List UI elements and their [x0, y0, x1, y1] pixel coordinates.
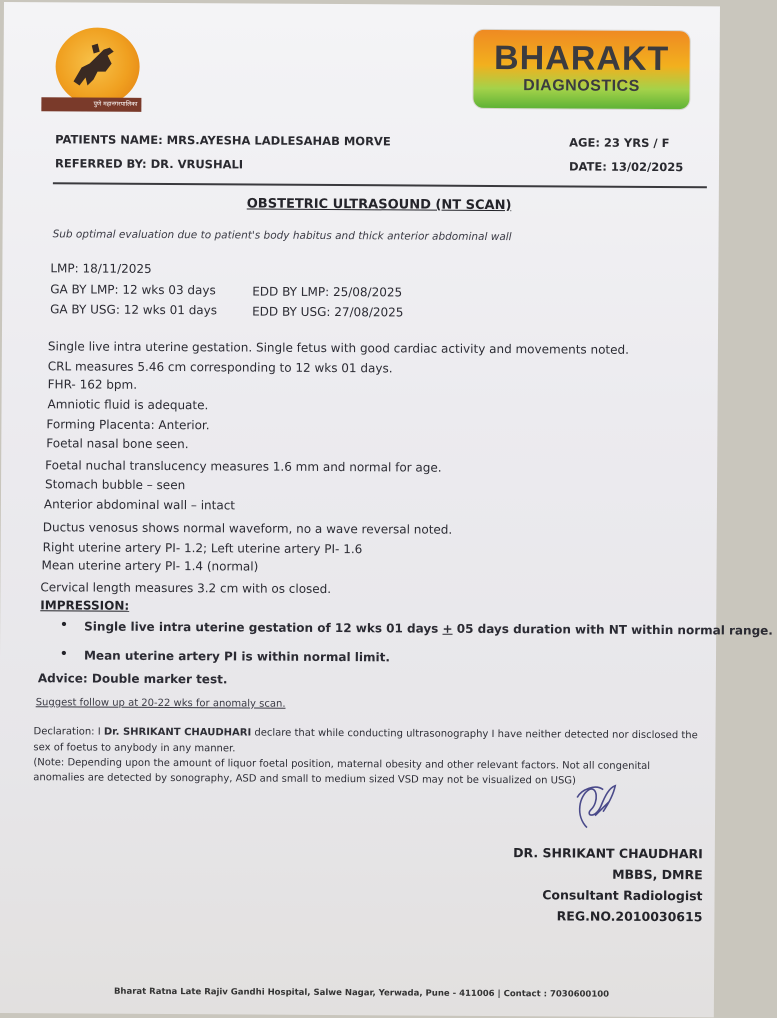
lmp: LMP: 18/11/2025 — [50, 261, 152, 276]
horse-rider-icon — [67, 41, 123, 93]
ga-by-lmp: GA BY LMP: 12 wks 03 days — [50, 282, 216, 298]
edd-by-usg: EDD BY USG: 27/08/2025 — [252, 304, 404, 320]
ga-by-usg: GA BY USG: 12 wks 01 days — [50, 302, 218, 318]
patient-age: AGE: 23 YRS / F — [569, 135, 670, 151]
finding-line: Right uterine artery PI- 1.2; Left uterine artery PI- 1.6 — [42, 540, 363, 557]
finding-line: Amniotic fluid is adequate. — [47, 397, 209, 413]
finding-line: Cervical length measures 3.2 cm with os closed. — [40, 580, 332, 597]
declaration-note-1: (Note: Depending upon the amount of liquor foetal position, maternal obesity and other relevant factors. Not all congenital — [33, 757, 651, 772]
header-divider — [53, 182, 707, 188]
doctor-reg-no: REG.NO.2010030615 — [556, 908, 703, 925]
patient-name: PATIENTS NAME: MRS.AYESHA LADLESAHAB MORVE — [55, 132, 391, 149]
finding-line: Mean uterine artery PI- 1.4 (normal) — [41, 558, 259, 574]
brand-logo — [473, 30, 689, 109]
brand-name: BHARAKT — [494, 38, 670, 79]
doctor-role: Consultant Radiologist — [542, 887, 703, 904]
brand-subtitle: DIAGNOSTICS — [523, 77, 640, 95]
declaration-prefix: Declaration: I — [33, 726, 104, 738]
seal-ribbon — [41, 97, 141, 112]
seal-ribbon-text: पुणे महानगरपालिका — [93, 100, 138, 108]
finding-line: FHR- 162 bpm. — [47, 377, 138, 392]
impression-item-2: Mean uterine artery PI is within normal limit. — [83, 648, 390, 665]
finding-line: Single live intra uterine gestation. Single fetus with good cardiac activity and movements noted. — [47, 339, 629, 357]
plus-minus-sign: + — [442, 621, 453, 636]
evaluation-note: Sub optimal evaluation due to patient's body habitus and thick anterior abdominal wall — [52, 228, 512, 244]
declaration-line-2: sex of foetus to anybody in any manner. — [33, 742, 236, 755]
impression-item-1-b: 05 days duration with NT within normal range. — [452, 621, 773, 638]
declaration-line-1 — [34, 726, 698, 741]
declaration-note-2: anomalies are detected by sonography, ASD and small to medium sized VSD may not be visualized on USG) — [33, 772, 577, 787]
finding-line: Foetal nasal bone seen. — [46, 436, 189, 452]
edd-by-lmp: EDD BY LMP: 25/08/2025 — [252, 284, 403, 300]
doctor-name: DR. SHRIKANT CHAUDHARI — [513, 845, 703, 862]
finding-line: CRL measures 5.46 cm corresponding to 12 wks 01 days. — [47, 359, 393, 376]
bullet-dot: • — [60, 617, 68, 632]
finding-line: Stomach bubble – seen — [45, 477, 186, 493]
bullet-dot: • — [59, 646, 68, 661]
finding-line: Anterior abdominal wall – intact — [43, 497, 236, 513]
advice: Advice: Double marker test. — [37, 671, 228, 687]
impression-heading: IMPRESSION: — [40, 598, 130, 613]
municipal-seal-logo — [41, 27, 146, 114]
follow-up-note: Suggest follow up at 20-22 wks for anomaly scan. — [35, 697, 286, 710]
declaration-rest: declare that while conducting ultrasonography I have neither detected nor disclosed the — [251, 727, 698, 742]
impression-item-1 — [84, 620, 773, 638]
declaration-doctor: Dr. SHRIKANT CHAUDHARI — [103, 726, 252, 739]
finding-line: Ductus venosus shows normal waveform, no a wave reversal noted. — [42, 520, 453, 537]
finding-line: Forming Placenta: Anterior. — [46, 417, 210, 433]
footer-address: Bharat Ratna Late Rajiv Gandhi Hospital, Salwe Nagar, Yerwada, Pune - 411006 | Contact : 7030600100 — [113, 986, 610, 1000]
report-title: OBSTETRIC ULTRASOUND (NT SCAN) — [246, 196, 512, 214]
referred-by: REFERRED BY: DR. VRUSHALI — [54, 156, 244, 172]
report-page — [0, 2, 773, 1017]
finding-line: Foetal nuchal translucency measures 1.6 mm and normal for age. — [45, 458, 442, 475]
doctor-degree: MBBS, DMRE — [612, 866, 703, 883]
impression-item-1-a: Single live intra uterine gestation of 12 wks 01 days — [84, 619, 443, 636]
report-date: DATE: 13/02/2025 — [568, 159, 684, 175]
signature-scribble — [565, 775, 625, 835]
